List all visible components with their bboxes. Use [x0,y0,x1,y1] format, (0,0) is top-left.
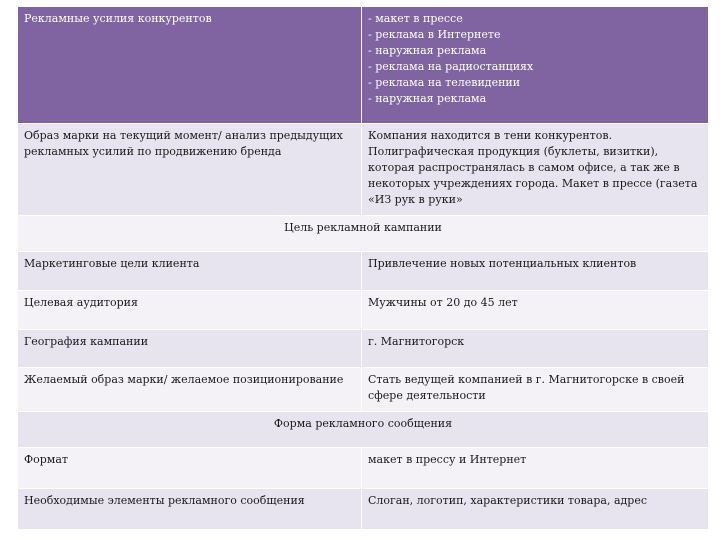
row-label: Формат [18,448,362,489]
list-item: - реклама в Интернете [368,28,501,41]
row-value: Стать ведущей компанией в г. Магнитогорске в своей сфере деятельности [362,368,709,412]
list-item: - макет в прессе [368,12,463,25]
row-label: Маркетинговые цели клиента [18,252,362,291]
table-row [18,252,709,291]
brand-image-value: Компания находится в тени конкурентов. Полиграфическая продукция (буклеты, визитки), которая распространялась в самом офисе, а так же в некоторых учреждениях города. Макет в прессе (газета «ИЗ рук в руки» [362,124,709,216]
list-item: - реклама на радиостанциях [368,60,534,73]
section-row [18,412,709,448]
table-row [18,448,709,489]
list-item: - наружная реклама [368,44,487,57]
advertising-brief-table [17,6,709,530]
section-title-campaign: Цель рекламной кампании [18,216,709,252]
brand-image-label: Образ марки на текущий момент/ анализ предыдущих рекламных усилий по продвижению бренда [18,124,362,216]
table-row [18,330,709,368]
competitor-efforts-label: Рекламные усилия конкурентов [18,7,362,124]
row-value: макет в прессу и Интернет [362,448,709,489]
table-row [18,489,709,530]
row-label: Необходимые элементы рекламного сообщения [18,489,362,530]
row-value: Слоган, логотип, характеристики товара, адрес [362,489,709,530]
table-header-row [18,7,709,124]
table-row [18,291,709,330]
section-title-message: Форма рекламного сообщения [18,412,709,448]
list-item: - реклама на телевидении [368,76,521,89]
row-value: Привлечение новых потенциальных клиентов [362,252,709,291]
table-row [18,124,709,216]
list-item: - наружная реклама [368,92,487,105]
row-value: Мужчины от 20 до 45 лет [362,291,709,330]
row-label: География кампании [18,330,362,368]
row-label: Желаемый образ марки/ желаемое позиционирование [18,368,362,412]
section-row [18,216,709,252]
table-row [18,368,709,412]
competitor-efforts-list [362,7,709,124]
row-value: г. Магнитогорск [362,330,709,368]
row-label: Целевая аудитория [18,291,362,330]
